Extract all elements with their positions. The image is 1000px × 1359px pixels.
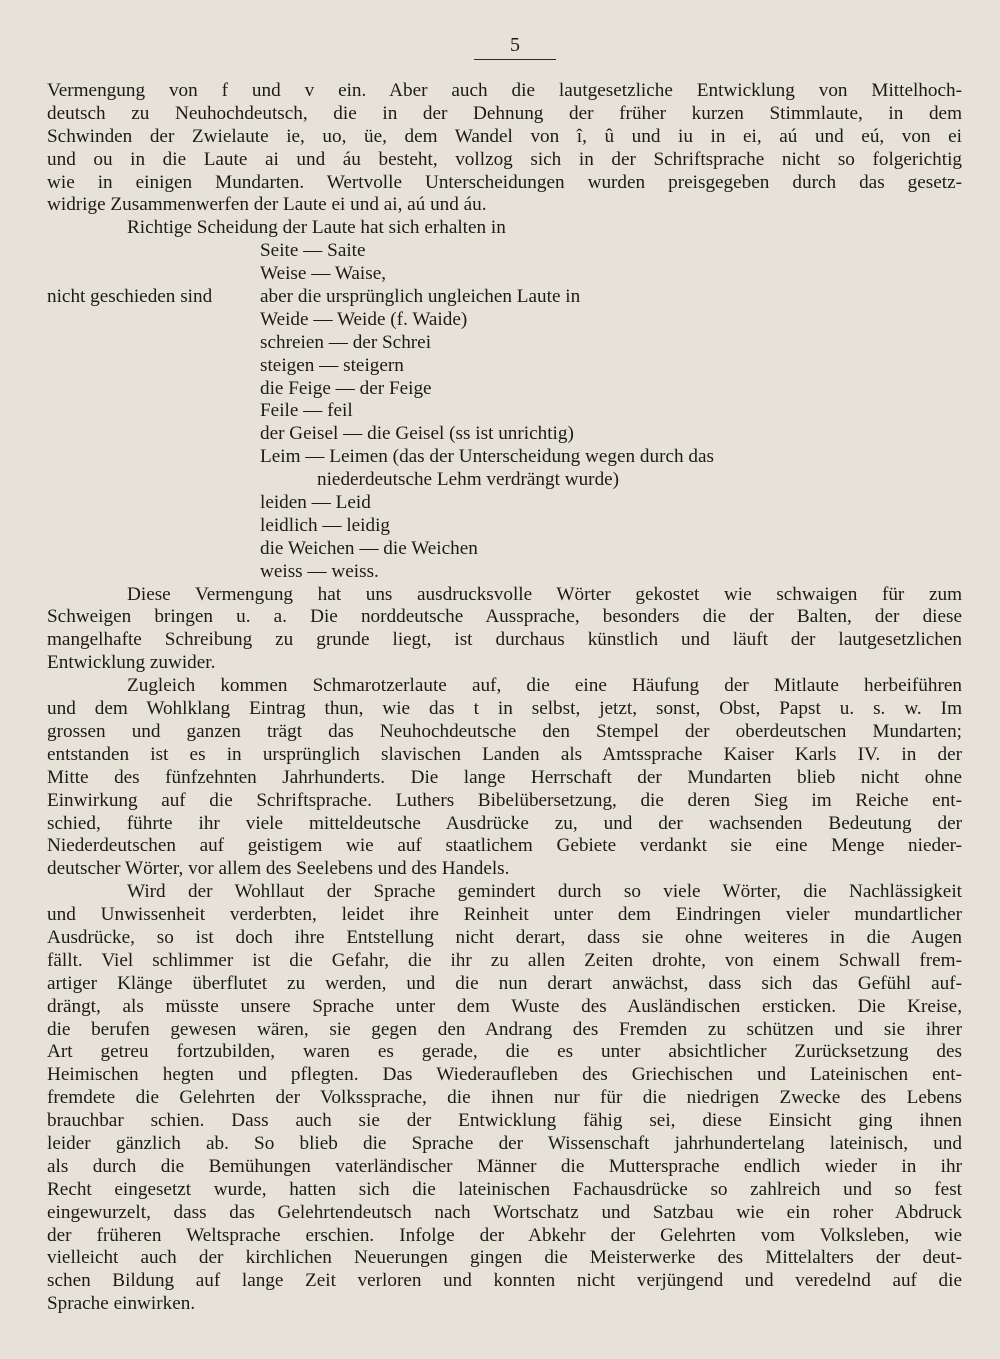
list-item-continuation: niederdeutsche Lehm verdrängt wurde) [317, 469, 620, 491]
merged-pairs-list [47, 309, 962, 584]
merged-intro-rest: aber die ursprünglich ungleichen Laute in [260, 286, 581, 308]
text-line: eingewurzelt, dass das Gelehrtendeutsch nach Wortschatz und Satzbau wie ein roher Abdruck [47, 1201, 962, 1223]
list-item: steigen — steigern [260, 354, 404, 376]
text-line: fällt. Viel schlimmer ist die Gefahr, die ihr zu allen Zeiten drohte, von einem Schwall frem- [47, 949, 962, 971]
text-line: wie in einigen Mundarten. Wertvolle Unterscheidungen wurden preisgegeben durch das gesetz- [47, 171, 962, 193]
text-line: und ou in die Laute ai und áu besteht, vollzog sich in der Schriftsprache nicht so folgerichtig [47, 148, 962, 170]
paragraph-3 [47, 584, 962, 676]
text-line: und Unwissenheit verderbten, leidet ihre Reinheit unter dem Eindringen vieler mundartlicher [47, 904, 962, 926]
text-line: deutscher Wörter, vor allem des Seelebens und des Handels. [47, 858, 510, 880]
paragraph-1 [47, 80, 962, 217]
text-line: Mitte des fünfzehnten Jahrhunderts. Die lange Herrschaft der Mundarten blieb nicht ohne [47, 766, 962, 788]
text-line: Heimischen hegten und pflegten. Das Wiederaufleben des Griechischen und Lateinischen ent- [47, 1064, 962, 1086]
text-line: grossen und ganzen trägt das Neuhochdeutsche den Stempel der oberdeutschen Mundarten; [47, 720, 962, 742]
list-item: die Feige — der Feige [260, 377, 432, 399]
list-item: der Geisel — die Geisel (ss ist unrichtig) [260, 423, 574, 445]
text-line: Ausdrücke, so ist doch ihre Entstellung nicht derart, dass sie ohne weiteres in die Augen [47, 926, 962, 948]
paragraph-2-intro: Richtige Scheidung der Laute hat sich erhalten in [127, 217, 506, 239]
text-line: drängt, als müsste unsere Sprache unter dem Wuste des Ausländischen ersticken. Die Kreise, [47, 995, 962, 1017]
paragraph-5 [47, 881, 962, 1316]
page-number: 5 [474, 34, 556, 60]
list-item: Feile — feil [260, 400, 353, 422]
body-text [47, 80, 962, 1316]
list-item: Seite — Saite [260, 240, 366, 262]
text-line: schen Bildung auf lange Zeit verloren und konnten nicht verjüngend und veredelnd auf die [47, 1270, 962, 1292]
list-item: weiss — weiss. [260, 560, 379, 582]
text-line: als durch die Bemühungen vaterländischer Männer die Muttersprache endlich wieder in ihr [47, 1155, 962, 1177]
text-line: und dem Wohlklang Eintrag thun, wie das t in selbst, jetzt, sonst, Obst, Papst u. s. w. Im [47, 698, 962, 720]
text-line: widrige Zusammenwerfen der Laute ei und ai, aú und áu. [47, 194, 487, 216]
text-line: Art getreu fortzubilden, waren es gerade, die es unter absichtlicher Zurücksetzung des [47, 1041, 962, 1063]
text-line: brauchbar schien. Dass auch sie der Entwicklung fähig sei, diese Einsicht ging ihnen [47, 1110, 962, 1132]
text-line: schied, führte ihr viele mitteldeutsche Ausdrücke zu, und der wachsenden Bedeutung der [47, 812, 962, 834]
list-item: die Weichen — die Weichen [260, 537, 478, 559]
text-line: die berufen gewesen wären, sie gegen den Andrang des Fremden zu schützen und sie ihrer [47, 1018, 962, 1040]
text-line: vielleicht auch der kirchlichen Neuerungen gingen die Meisterwerke des Mittelalters der deut- [47, 1247, 962, 1269]
text-line: Einwirkung auf die Schriftsprache. Luthers Bibelübersetzung, die deren Sieg im Reiche ent- [47, 789, 962, 811]
text-line: Niederdeutschen auf geistigem wie auf staatlichem Gebiete verdankt sie eine Menge nieder- [47, 835, 962, 857]
list-item: leidlich — leidig [260, 514, 391, 536]
text-line: Zugleich kommen Schmarotzerlaute auf, die eine Häufung der Mitlaute herbeiführen [127, 675, 962, 697]
text-line: Vermengung von f und v ein. Aber auch die lautgesetzliche Entwicklung von Mittelhoch- [47, 80, 962, 101]
text-line: Recht eingesetzt wurde, hatten sich die lateinischen Fachausdrücke so zahlreich und so fest [47, 1178, 962, 1200]
text-line: deutsch zu Neuhochdeutsch, die in der Dehnung der früher kurzen Stimmlaute, in dem [47, 102, 962, 124]
list-item: schreien — der Schrei [260, 331, 432, 353]
text-line: leider gänzlich ab. So blieb die Sprache der Wissenschaft jahrhundertelang lateinisch, und [47, 1132, 962, 1154]
text-line: mangelhafte Schreibung zu grunde liegt, ist durchaus künstlich und läuft der lautgesetzlichen [47, 629, 962, 651]
merged-intro-line [47, 286, 962, 309]
text-line: Diese Vermengung hat uns ausdrucksvolle Wörter gekostet wie schwaigen für zum [127, 583, 962, 605]
text-line: artiger Klänge überflutet zu werden, und die nun derart anwächst, dass sich das Gefühl auf- [47, 972, 962, 994]
kept-pairs-list [47, 240, 962, 286]
list-item: Leim — Leimen (das der Unterscheidung wegen durch das [260, 446, 714, 468]
paragraph-4 [47, 675, 962, 881]
text-line: entstanden ist es in ursprünglich slavischen Landen als Amtssprache Kaiser Karls IV. in der [47, 743, 962, 765]
text-line: Schweigen bringen u. a. Die norddeutsche Aussprache, besonders die der Balten, der diese [47, 606, 962, 628]
text-line: Schwinden der Zwielaute ie, uo, üe, dem Wandel von î, û und iu in ei, aú und eú, von ei [47, 125, 962, 147]
text-line: fremdete die Gelehrten der Volkssprache, die ihnen nur für die niedrigen Zwecke des Lebens [47, 1087, 962, 1109]
text-line: Entwicklung zuwider. [47, 652, 216, 674]
list-item: Weide — Weide (f. Waide) [260, 308, 468, 330]
text-line: der früheren Weltsprache erschien. Infolge der Abkehr der Gelehrten vom Volksleben, wie [47, 1224, 962, 1246]
list-item: leiden — Leid [260, 492, 371, 514]
text-line: Wird der Wohllaut der Sprache gemindert durch so viele Wörter, die Nachlässigkeit [127, 881, 962, 903]
text-line: Sprache einwirken. [47, 1293, 196, 1315]
merged-intro-lead: nicht geschieden sind [47, 286, 213, 308]
list-item: Weise — Waise, [260, 263, 387, 285]
